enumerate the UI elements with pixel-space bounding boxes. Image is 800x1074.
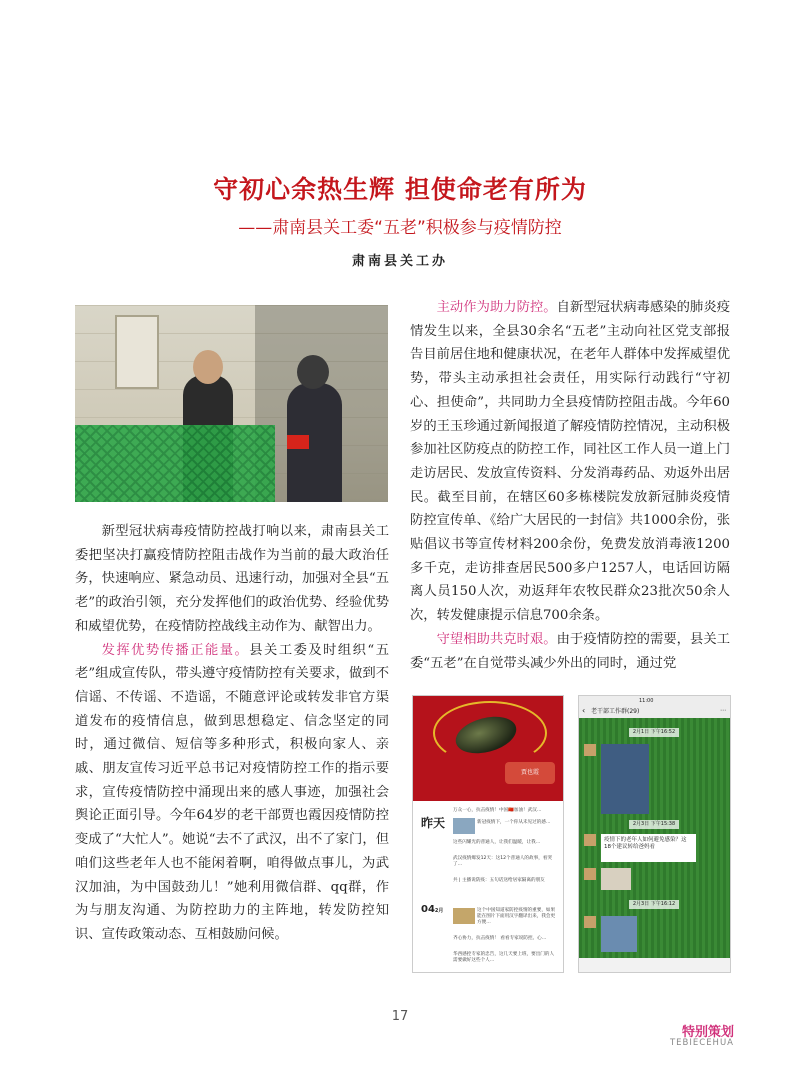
back-icon: ‹	[582, 706, 586, 715]
left-column	[75, 520, 389, 947]
moments-post-thumbnail	[453, 818, 475, 834]
wechat-timestamp: 2月3日 下午15:38	[629, 820, 679, 829]
section-label-pinyin: TEBIECEHUA	[669, 1038, 734, 1048]
volunteer-photo	[75, 305, 388, 502]
section-heading: 守望相助共克时艰。	[436, 631, 557, 647]
wechat-time: 11:00	[639, 698, 654, 704]
moments-profile-name: 贾也霞	[520, 769, 539, 776]
article-subtitle: ——肃南县关工委“五老”积极参与疫情防控	[238, 218, 562, 238]
moments-profile-badge	[505, 762, 555, 784]
section-mutual-aid	[410, 628, 730, 675]
moments-post: 这个中国知道家防控疫情的重要，如果能在图片下面用汉字翻译出来，我会更方便…	[477, 908, 556, 925]
photo-window	[115, 315, 159, 389]
wechat-avatar	[584, 868, 596, 880]
wechat-input-bar	[579, 958, 730, 972]
wechat-header	[579, 696, 730, 718]
moments-post: 华西感控专家的忠告，这几天要上班，要出门的人需要做好这些个人…	[453, 952, 555, 963]
intro-paragraph: 新型冠状病毒疫情防控战打响以来，肃南县关工委把坚决打赢疫情防控阻击战作为当前的最大政治任务，快速响应、紧急动员、迅速行动，加强对全县“五老”的政治引领，充分发挥他们的政治优势、经验优势和威望优势，在疫情防控战线主动作为、献智出力。	[75, 524, 389, 634]
section-body: 县关工委及时组织“五老”组成宣传队，带头遵守疫情防控有关要求，做到不信谣、不传谣、不造谣，不随意评论或转发非官方渠道发布的疫情信息，做到思想稳定、信念坚定的同时，通过微信、短信等多种形式，积极向家人、亲戚、朋友宣传习近平总书记对疫情防控工作的指示要求，宣传疫情防控中涌现出来的感人事迹，加强社会舆论正面引导。今年64岁的老干部贾也霞因疫情防控变成了“大忙人”。她说“去不了武汉，出不了家门，但咱们这些老年人也不能闲着啊，咱得做点事儿，为武汉加油，为中国鼓劲儿！”她利用微信群、qq群，作为与朋友沟通、为防控助力的主阵地，转发防控知识、宣传政策动态、互相鼓励问候。	[75, 642, 389, 942]
section-heading: 主动作为助力防控。	[436, 300, 557, 315]
moments-post: 齐心协力，抗击疫情！ 看看专家说防控、心…	[453, 936, 547, 941]
moments-date-day: 04	[421, 904, 435, 915]
photo-red-armband	[287, 435, 309, 449]
wechat-avatar	[584, 834, 596, 846]
wechat-group-name: 老干部工作群(29)	[591, 708, 640, 715]
right-column	[410, 296, 730, 675]
article-title: 守初心余热生辉 担使命老有所为	[213, 175, 587, 204]
wechat-timestamp: 2月1日 下午16:52	[629, 728, 679, 737]
moments-date-month: 2月	[434, 908, 444, 914]
moments-post: 武汉疫情爆发12天：这12个普通人的故事，看哭了…	[453, 856, 552, 867]
photo-person-left-head	[193, 350, 223, 384]
phone-screenshots	[412, 695, 729, 971]
wechat-avatar	[584, 916, 596, 928]
wechat-image	[601, 868, 631, 890]
wechat-image	[601, 916, 637, 952]
section-body: 自新型冠状病毒感染的肺炎疫情发生以来，全县30余名“五老”主动向社区党支部报告目前居住地和健康状况，在老年人群体中发挥威望优势，带头主动承担社会责任，用实际行动践行“守初心、担使命”，共同助力全县疫情防控阻击战。今年60岁的王玉珍通过新闻报道了解疫情防控情况，主动积极参加社区防疫点的防控工作，同社区工作人员一道上门走访居民、发放宣传资料、分发消毒药品、劝返外出居民。截至目前，在辖区60多栋楼院发放新冠肺炎疫情防控宣传单、《给广大居民的一封信》共1000余份，张贴倡议书等宣传材料200余份，免费发放消毒液1200多千克，走访排查居民500多户1257人，电话回访隔离人员150人次，劝返拜年农牧民群众23批次50余人次，转发健康提示信息700余条。	[410, 300, 730, 624]
section-heading: 发挥优势传播正能量。	[101, 642, 250, 658]
section-action	[410, 296, 730, 628]
more-icon: ⋯	[720, 707, 726, 714]
section-label: 特别策划	[681, 1025, 734, 1040]
page-number: 17	[391, 1009, 409, 1024]
photo-green-net	[75, 425, 275, 502]
moments-date-label	[421, 904, 443, 915]
moments-post-thumbnail	[453, 908, 475, 924]
article-author: 肃南县关工办	[351, 254, 448, 269]
moments-post: 共 | 主播说防疫：五句话送给居家隔离的朋友	[453, 878, 545, 883]
wechat-poster-image	[601, 744, 649, 814]
wechat-timestamp: 2月3日 下午16:12	[629, 900, 679, 909]
moments-yesterday-label: 昨天	[421, 816, 446, 830]
moments-post: 这些闪耀光的普通人，让我们温暖，让我…	[453, 840, 541, 845]
section-body: 由于疫情防控的需要，县关工委“五老”在自觉带头减少外出的同时，通过党	[410, 631, 730, 671]
moments-screenshot	[412, 695, 564, 973]
photo-person-right-head	[297, 355, 329, 389]
wechat-message-bubble: 疫情下的老年人如何避免感染？这18个建议转给爸妈看	[601, 834, 696, 862]
moments-post: 新冠疫情下，一个你从未见过的感…	[477, 820, 551, 825]
moments-post: 万众一心，抗击疫情！中国🇨🇳加油！武汉…	[453, 808, 542, 813]
wechat-group-screenshot	[578, 695, 731, 973]
wechat-avatar	[584, 744, 596, 756]
section-propaganda	[75, 639, 389, 947]
